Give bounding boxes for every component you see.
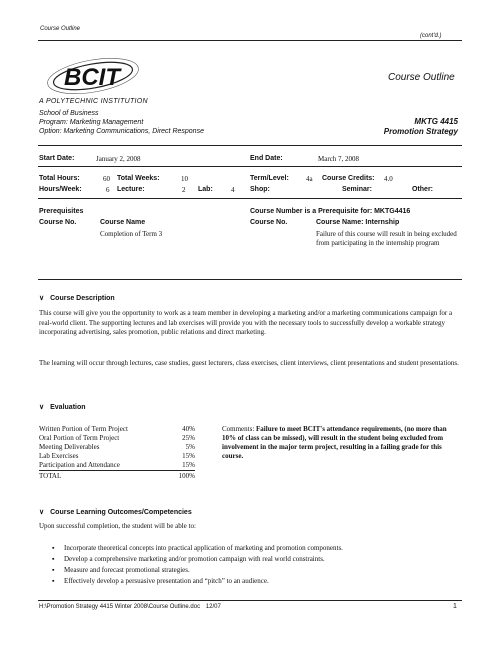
evaluation-row: [39, 425, 195, 434]
evaluation-row-label: Participation and Attendance: [39, 461, 120, 469]
hours-week: 6: [106, 186, 110, 194]
description-heading: [39, 294, 115, 302]
lab: 4: [231, 186, 235, 194]
list-item: ▪ Incorporate theoretical concepts into practical application of marketing and promotion components.: [64, 543, 462, 553]
prereq-note: Failure of this course will result in being excluded from participating in the internship program: [316, 230, 457, 247]
seminar-label: Seminar:: [342, 186, 372, 193]
outcomes-list: [50, 543, 462, 587]
credits-label: Course Credits:: [322, 175, 375, 182]
evaluation-total-value: 100%: [178, 472, 195, 480]
running-header-left: Course Outline: [40, 26, 81, 32]
running-header-right: (cont'd.): [420, 33, 442, 39]
evaluation-heading-text: Evaluation: [50, 404, 86, 411]
footer-path-text: H:\Promotion Strategy 4415 Winter 2008\Course Outline.doc: [39, 604, 201, 610]
evaluation-total-label: TOTAL: [39, 472, 62, 480]
footer-rule: [38, 600, 462, 601]
comments-label: Comments:: [222, 425, 255, 433]
prereq-item: Completion of Term 3: [100, 230, 163, 238]
bcit-logo: [38, 52, 148, 100]
description-heading-text: Course Description: [50, 295, 115, 302]
evaluation-row-value: 15%: [182, 452, 195, 460]
total-hours-label: Total Hours:: [39, 175, 80, 182]
prereq-for-col-name: Course Name: Internship: [316, 219, 400, 226]
chevron-down-icon: ∨: [39, 404, 45, 411]
chevron-down-icon: ∨: [39, 295, 45, 302]
lab-label: Lab:: [198, 186, 213, 193]
evaluation-table: [39, 425, 195, 481]
lecture: 2: [182, 186, 186, 194]
list-item: ▪ Measure and forecast promotional strategies.: [64, 565, 462, 575]
end-date-label: End Date:: [250, 155, 283, 162]
hours-rule: [38, 198, 462, 199]
evaluation-row-label: Written Portion of Term Project: [39, 425, 128, 433]
evaluation-comments: [222, 425, 462, 461]
school: School of Business: [39, 110, 99, 117]
bcit-logo-graphic: [38, 52, 148, 100]
outcomes-intro: Upon successful completion, the student will be able to:: [39, 522, 196, 530]
credits: 4.0: [384, 175, 393, 183]
evaluation-heading: [39, 403, 86, 411]
evaluation-row-label: Lab Exercises: [39, 452, 79, 460]
evaluation-row: [39, 452, 195, 461]
description-p2: The learning will occur through lectures, case studies, guest lecturers, class exercises, client interviews, client presentations and student presentations.: [39, 359, 459, 367]
prereq-rule: [38, 279, 462, 280]
list-item: ▪ Develop a comprehensive marketing and/or promotion campaign with real world constraints.: [64, 554, 462, 564]
evaluation-row: [39, 461, 195, 471]
comments-text: Failure to meet BCIT's attendance requirements, (no more than 10% of class can be missed), will result in the student being excluded from involvement in the major term project, resulting in a failing grade for this course.: [222, 425, 447, 460]
total-weeks: 10: [181, 175, 188, 183]
end-date: March 7, 2008: [318, 155, 360, 163]
footer-date: 12/07: [205, 604, 221, 610]
lecture-label: Lecture:: [117, 186, 145, 193]
doc-type: Course Outline: [388, 72, 455, 83]
evaluation-row-value: 15%: [182, 461, 195, 469]
prereq-col-no: Course No.: [39, 219, 77, 226]
svg-text:BCIT: BCIT: [64, 64, 120, 91]
term: 4a: [306, 175, 313, 183]
term-label: Term/Level:: [250, 175, 289, 182]
shop-label: Shop:: [250, 186, 270, 193]
logo-tagline: A POLYTECHNIC INSTITUTION: [39, 98, 148, 105]
evaluation-row-value: 40%: [182, 425, 195, 433]
prereq-for-col-no: Course No.: [250, 219, 288, 226]
evaluation-row-label: Meeting Deliverables: [39, 443, 100, 451]
outcomes-heading: [39, 508, 192, 516]
evaluation-row-label: Oral Portion of Term Project: [39, 434, 120, 442]
chevron-down-icon: ∨: [39, 509, 45, 516]
hours-week-label: Hours/Week:: [39, 186, 82, 193]
prereq-col-name: Course Name: [100, 219, 146, 226]
evaluation-row: [39, 443, 195, 452]
description-p1: This course will give you the opportunity to work as a team member in developing a marketing and/or a marketing communications campaign for a real-world client. The supporting lectures and lab exercises will provide you with the necessary tools to successfully develop a workable strategy incorporating advertising, sales promotion, public relations and direct marketing.: [39, 309, 453, 336]
outcomes-heading-text: Course Learning Outcomes/Competencies: [50, 509, 192, 516]
total-hours: 60: [103, 175, 110, 183]
evaluation-total-row: [39, 472, 195, 481]
list-item: ▪ Effectively develop a persuasive presentation and “pitch” to an audience.: [64, 576, 462, 586]
option: Option: Marketing Communications, Direct Response: [39, 128, 204, 135]
page-number: 1: [453, 603, 457, 610]
evaluation-row: [39, 434, 195, 443]
evaluation-row-value: 25%: [182, 434, 195, 442]
total-weeks-label: Total Weeks:: [117, 175, 160, 182]
prereq-for: Course Number is a Prerequisite for: MKTG4416: [250, 208, 411, 215]
course-title: Promotion Strategy: [383, 127, 458, 136]
other-label: Other:: [412, 186, 433, 193]
dates-rule: [38, 166, 462, 167]
evaluation-row-value: 5%: [185, 443, 195, 451]
top-rule: [38, 40, 462, 41]
start-date: January 2, 2008: [96, 155, 141, 163]
prereq-title: Prerequisites: [39, 208, 84, 215]
course-code: MKTG 4415: [414, 117, 458, 126]
header-rule: [38, 145, 462, 146]
footer-path: [39, 604, 221, 610]
program: Program: Marketing Management: [39, 119, 144, 126]
start-date-label: Start Date:: [39, 155, 75, 162]
